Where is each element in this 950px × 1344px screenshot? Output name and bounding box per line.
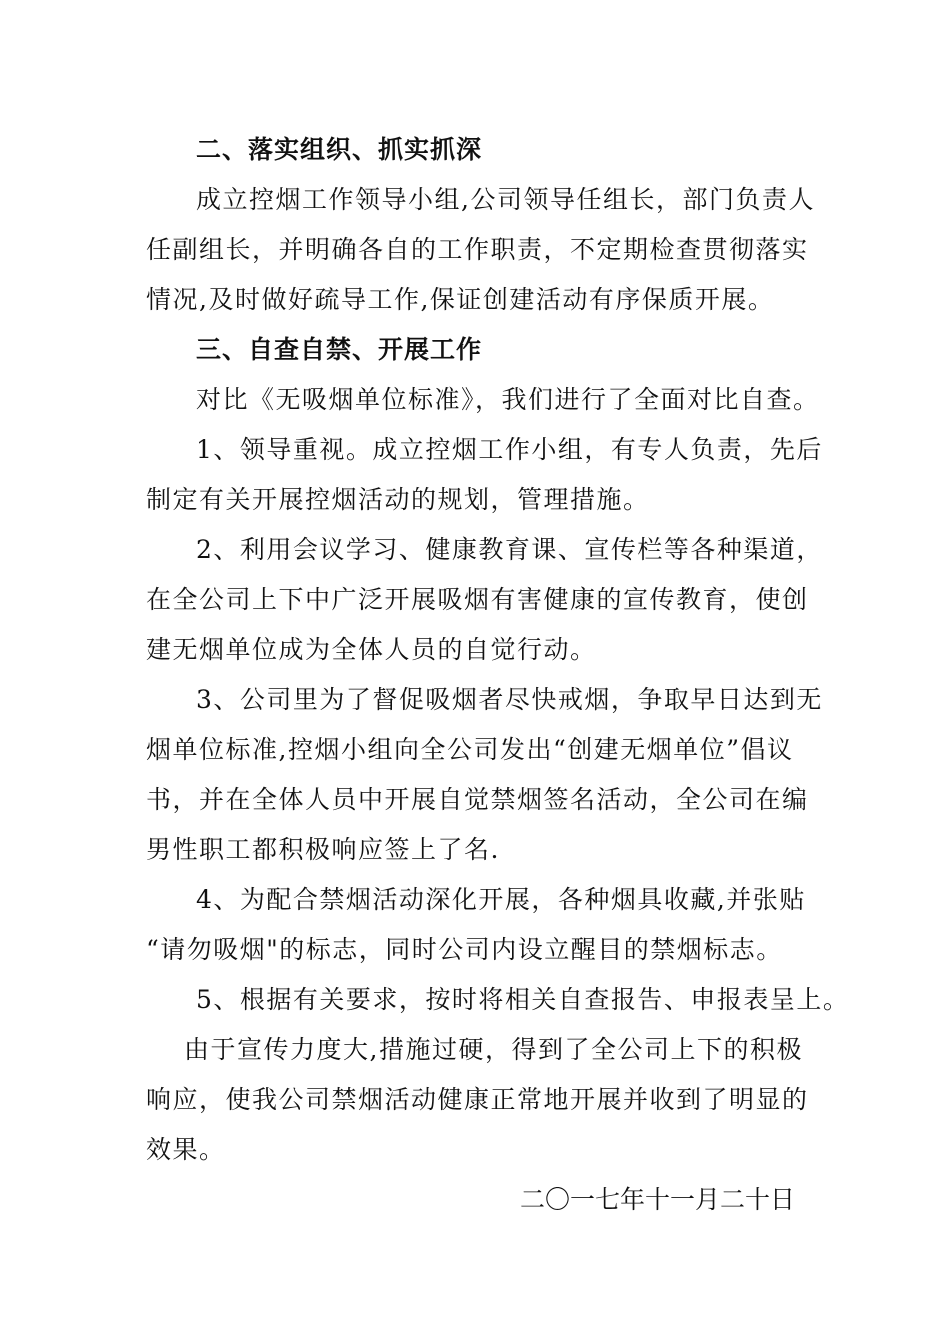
section-heading-2: 二、落实组织、抓实抓深 [196,135,483,164]
paragraph-line: 任副组长，并明确各自的工作职责，不定期检查贯彻落实 [146,235,809,264]
list-item-2-line: 在全公司上下中广泛开展吸烟有害健康的宣传教育，使创 [146,585,809,614]
document-date: 二〇一七年十一月二十日 [520,1185,796,1214]
list-item-1-line: 1、领导重视。成立控烟工作小组，有专人负责，先后 [196,435,823,464]
list-item-1-line: 制定有关开展控烟活动的规划，管理措施。 [146,485,650,514]
conclusion-line: 响应，使我公司禁烟活动健康正常地开展并收到了明显的 [146,1085,809,1114]
list-item-5-line: 5、根据有关要求，按时将相关自查报告、申报表呈上。 [196,985,850,1014]
list-item-3-line: 烟单位标准,控烟小组向全公司发出“创建无烟单位”倡议 [146,735,794,764]
list-item-4-line: “请勿吸烟"的标志，同时公司内设立醒目的禁烟标志。 [146,935,783,964]
list-item-3-line: 3、公司里为了督促吸烟者尽快戒烟，争取早日达到无 [196,685,823,714]
conclusion-line: 由于宣传力度大,措施过硬，得到了全公司上下的积极 [184,1035,803,1064]
list-item-3-line: 男性职工都积极响应签上了名. [146,835,500,864]
paragraph-line: 成立控烟工作领导小组,公司领导任组长，部门负责人 [196,185,815,214]
list-item-4-line: 4、为配合禁烟活动深化开展，各种烟具收藏,并张贴 [196,885,806,914]
section-heading-3: 三、自查自禁、开展工作 [196,335,483,364]
list-item-2-line: 2、利用会议学习、健康教育课、宣传栏等各种渠道， [196,535,823,564]
intro-line: 对比《无吸烟单位标准》，我们进行了全面对比自查。 [196,385,820,414]
conclusion-line: 效果。 [146,1135,226,1164]
paragraph-line: 情况,及时做好疏导工作,保证创建活动有序保质开展。 [146,285,775,314]
list-item-3-line: 书，并在全体人员中开展自觉禁烟签名活动，全公司在编 [146,785,809,814]
list-item-2-line: 建无烟单位成为全体人员的自觉行动。 [146,635,597,664]
